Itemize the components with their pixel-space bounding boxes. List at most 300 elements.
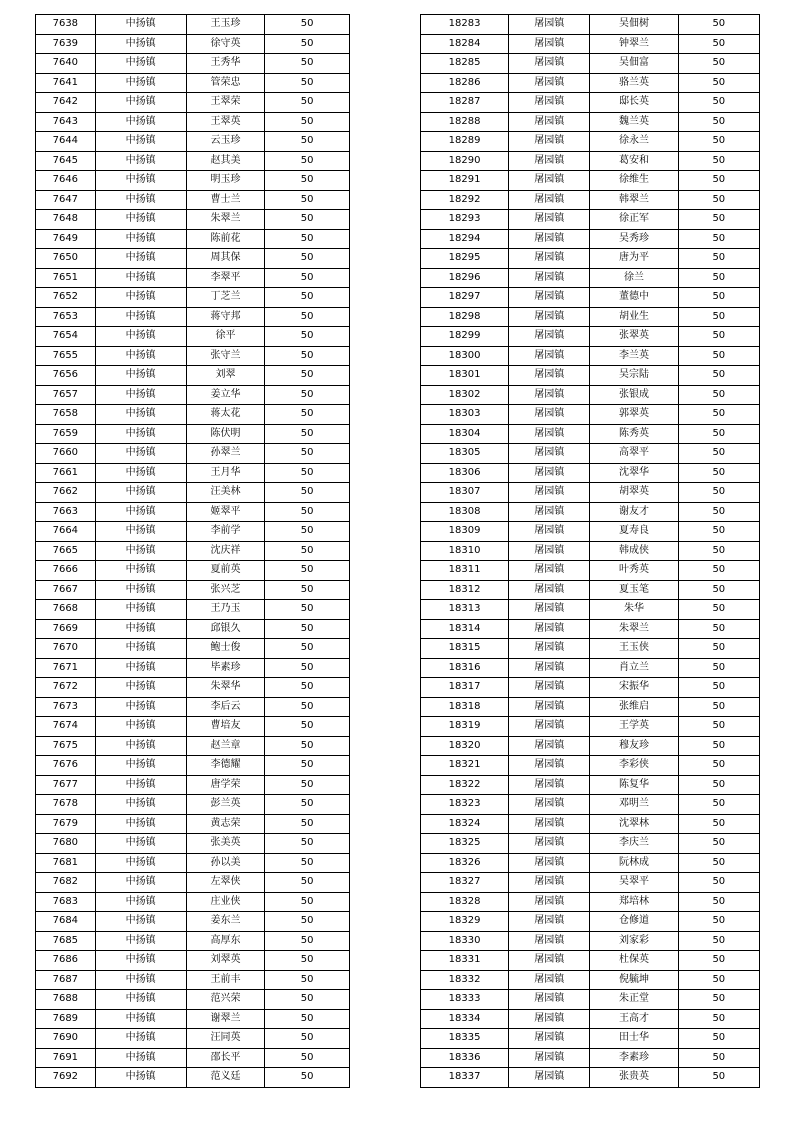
person-name-cell: 蒋太花: [186, 405, 265, 425]
amount-cell: 50: [265, 502, 350, 522]
record-number-cell: 7686: [36, 951, 96, 971]
amount-cell: 50: [265, 268, 350, 288]
town-cell: 中扬镇: [95, 463, 186, 483]
table-row: [36, 1048, 350, 1068]
table-row: [421, 541, 760, 561]
amount-cell: 50: [265, 1009, 350, 1029]
town-cell: 屠园镇: [509, 600, 590, 620]
record-number-cell: 7683: [36, 892, 96, 912]
person-name-cell: 吴宗陆: [590, 366, 678, 386]
table-row: [36, 15, 350, 35]
amount-cell: 50: [265, 600, 350, 620]
right-roster-body: [421, 15, 760, 1088]
person-name-cell: 范义廷: [186, 1068, 265, 1088]
table-row: [421, 424, 760, 444]
amount-cell: 50: [678, 756, 759, 776]
amount-cell: 50: [678, 678, 759, 698]
record-number-cell: 7690: [36, 1029, 96, 1049]
record-number-cell: 7655: [36, 346, 96, 366]
person-name-cell: 高翠平: [590, 444, 678, 464]
record-number-cell: 7670: [36, 639, 96, 659]
person-name-cell: 云玉珍: [186, 132, 265, 152]
town-cell: 屠园镇: [509, 951, 590, 971]
table-row: [36, 463, 350, 483]
table-row: [36, 619, 350, 639]
person-name-cell: 姜东兰: [186, 912, 265, 932]
amount-cell: 50: [678, 639, 759, 659]
record-number-cell: 18336: [421, 1048, 509, 1068]
table-row: [36, 931, 350, 951]
table-row: [36, 307, 350, 327]
record-number-cell: 18322: [421, 775, 509, 795]
person-name-cell: 徐正军: [590, 210, 678, 230]
person-name-cell: 张翠英: [590, 327, 678, 347]
record-number-cell: 7646: [36, 171, 96, 191]
person-name-cell: 葛安和: [590, 151, 678, 171]
amount-cell: 50: [265, 1068, 350, 1088]
amount-cell: 50: [265, 93, 350, 113]
table-row: [421, 814, 760, 834]
record-number-cell: 7657: [36, 385, 96, 405]
amount-cell: 50: [265, 444, 350, 464]
table-row: [421, 697, 760, 717]
record-number-cell: 18328: [421, 892, 509, 912]
person-name-cell: 仓修道: [590, 912, 678, 932]
person-name-cell: 高厚东: [186, 931, 265, 951]
record-number-cell: 7691: [36, 1048, 96, 1068]
person-name-cell: 邵长平: [186, 1048, 265, 1068]
record-number-cell: 18324: [421, 814, 509, 834]
town-cell: 中扬镇: [95, 892, 186, 912]
left-roster-body: [36, 15, 350, 1088]
amount-cell: 50: [265, 580, 350, 600]
table-row: [421, 171, 760, 191]
amount-cell: 50: [265, 775, 350, 795]
table-row: [421, 561, 760, 581]
amount-cell: 50: [265, 795, 350, 815]
record-number-cell: 7650: [36, 249, 96, 269]
record-number-cell: 7671: [36, 658, 96, 678]
table-row: [421, 678, 760, 698]
amount-cell: 50: [678, 541, 759, 561]
record-number-cell: 18325: [421, 834, 509, 854]
amount-cell: 50: [678, 171, 759, 191]
amount-cell: 50: [678, 580, 759, 600]
town-cell: 屠园镇: [509, 229, 590, 249]
table-row: [421, 639, 760, 659]
record-number-cell: 7673: [36, 697, 96, 717]
table-row: [36, 814, 350, 834]
amount-cell: 50: [678, 697, 759, 717]
town-cell: 中扬镇: [95, 54, 186, 74]
town-cell: 中扬镇: [95, 132, 186, 152]
record-number-cell: 18335: [421, 1029, 509, 1049]
town-cell: 中扬镇: [95, 502, 186, 522]
record-number-cell: 18316: [421, 658, 509, 678]
town-cell: 中扬镇: [95, 912, 186, 932]
person-name-cell: 朱翠兰: [590, 619, 678, 639]
person-name-cell: 周其保: [186, 249, 265, 269]
town-cell: 屠园镇: [509, 853, 590, 873]
person-name-cell: 夏寿良: [590, 522, 678, 542]
record-number-cell: 7638: [36, 15, 96, 35]
left-roster-table: [35, 14, 350, 1088]
table-row: [36, 912, 350, 932]
table-row: [36, 658, 350, 678]
town-cell: 中扬镇: [95, 814, 186, 834]
amount-cell: 50: [678, 853, 759, 873]
amount-cell: 50: [678, 93, 759, 113]
town-cell: 屠园镇: [509, 834, 590, 854]
table-row: [421, 619, 760, 639]
record-number-cell: 18297: [421, 288, 509, 308]
town-cell: 中扬镇: [95, 756, 186, 776]
amount-cell: 50: [678, 483, 759, 503]
person-name-cell: 夏玉笔: [590, 580, 678, 600]
person-name-cell: 刘翠: [186, 366, 265, 386]
town-cell: 屠园镇: [509, 424, 590, 444]
amount-cell: 50: [265, 1048, 350, 1068]
amount-cell: 50: [265, 717, 350, 737]
record-number-cell: 18310: [421, 541, 509, 561]
amount-cell: 50: [678, 990, 759, 1010]
town-cell: 中扬镇: [95, 522, 186, 542]
amount-cell: 50: [678, 307, 759, 327]
person-name-cell: 吴佃树: [590, 15, 678, 35]
amount-cell: 50: [678, 463, 759, 483]
amount-cell: 50: [678, 775, 759, 795]
town-cell: 中扬镇: [95, 834, 186, 854]
amount-cell: 50: [678, 814, 759, 834]
town-cell: 屠园镇: [509, 1009, 590, 1029]
amount-cell: 50: [678, 736, 759, 756]
table-row: [36, 424, 350, 444]
person-name-cell: 徐守英: [186, 34, 265, 54]
person-name-cell: 叶秀英: [590, 561, 678, 581]
town-cell: 屠园镇: [509, 190, 590, 210]
record-number-cell: 18333: [421, 990, 509, 1010]
record-number-cell: 18293: [421, 210, 509, 230]
table-row: [36, 444, 350, 464]
person-name-cell: 钟翠兰: [590, 34, 678, 54]
town-cell: 中扬镇: [95, 951, 186, 971]
person-name-cell: 赵其美: [186, 151, 265, 171]
person-name-cell: 彭兰英: [186, 795, 265, 815]
town-cell: 屠园镇: [509, 795, 590, 815]
town-cell: 屠园镇: [509, 678, 590, 698]
amount-cell: 50: [678, 385, 759, 405]
table-row: [36, 990, 350, 1010]
town-cell: 屠园镇: [509, 366, 590, 386]
table-row: [36, 580, 350, 600]
record-number-cell: 7640: [36, 54, 96, 74]
town-cell: 屠园镇: [509, 970, 590, 990]
table-row: [421, 483, 760, 503]
table-row: [421, 132, 760, 152]
amount-cell: 50: [678, 54, 759, 74]
person-name-cell: 刘家彩: [590, 931, 678, 951]
amount-cell: 50: [265, 853, 350, 873]
town-cell: 中扬镇: [95, 1068, 186, 1088]
amount-cell: 50: [678, 249, 759, 269]
town-cell: 中扬镇: [95, 775, 186, 795]
town-cell: 屠园镇: [509, 931, 590, 951]
town-cell: 屠园镇: [509, 346, 590, 366]
record-number-cell: 18309: [421, 522, 509, 542]
record-number-cell: 7658: [36, 405, 96, 425]
record-number-cell: 7653: [36, 307, 96, 327]
table-row: [36, 970, 350, 990]
record-number-cell: 7678: [36, 795, 96, 815]
amount-cell: 50: [678, 151, 759, 171]
town-cell: 中扬镇: [95, 171, 186, 191]
town-cell: 屠园镇: [509, 15, 590, 35]
town-cell: 中扬镇: [95, 736, 186, 756]
table-row: [421, 580, 760, 600]
amount-cell: 50: [265, 990, 350, 1010]
town-cell: 屠园镇: [509, 580, 590, 600]
town-cell: 中扬镇: [95, 424, 186, 444]
amount-cell: 50: [265, 931, 350, 951]
person-name-cell: 沈翠林: [590, 814, 678, 834]
person-name-cell: 朱翠兰: [186, 210, 265, 230]
table-row: [421, 268, 760, 288]
table-row: [36, 639, 350, 659]
town-cell: 屠园镇: [509, 327, 590, 347]
person-name-cell: 韩成侠: [590, 541, 678, 561]
person-name-cell: 李后云: [186, 697, 265, 717]
person-name-cell: 吴翠平: [590, 873, 678, 893]
town-cell: 中扬镇: [95, 151, 186, 171]
record-number-cell: 18287: [421, 93, 509, 113]
table-row: [421, 366, 760, 386]
record-number-cell: 18320: [421, 736, 509, 756]
record-number-cell: 18327: [421, 873, 509, 893]
town-cell: 屠园镇: [509, 34, 590, 54]
table-row: [421, 970, 760, 990]
amount-cell: 50: [265, 346, 350, 366]
table-row: [421, 951, 760, 971]
table-row: [36, 834, 350, 854]
table-row: [36, 541, 350, 561]
town-cell: 中扬镇: [95, 366, 186, 386]
town-cell: 中扬镇: [95, 697, 186, 717]
person-name-cell: 李德耀: [186, 756, 265, 776]
town-cell: 中扬镇: [95, 73, 186, 93]
amount-cell: 50: [678, 1009, 759, 1029]
table-row: [36, 346, 350, 366]
town-cell: 屠园镇: [509, 775, 590, 795]
table-row: [36, 678, 350, 698]
town-cell: 中扬镇: [95, 541, 186, 561]
record-number-cell: 18329: [421, 912, 509, 932]
record-number-cell: 7664: [36, 522, 96, 542]
amount-cell: 50: [265, 132, 350, 152]
table-row: [421, 931, 760, 951]
amount-cell: 50: [265, 561, 350, 581]
person-name-cell: 张贵英: [590, 1068, 678, 1088]
record-number-cell: 7681: [36, 853, 96, 873]
town-cell: 屠园镇: [509, 873, 590, 893]
town-cell: 屠园镇: [509, 717, 590, 737]
amount-cell: 50: [265, 327, 350, 347]
town-cell: 中扬镇: [95, 229, 186, 249]
amount-cell: 50: [678, 132, 759, 152]
town-cell: 中扬镇: [95, 678, 186, 698]
record-number-cell: 7666: [36, 561, 96, 581]
table-row: [36, 775, 350, 795]
person-name-cell: 李素珍: [590, 1048, 678, 1068]
person-name-cell: 李庆兰: [590, 834, 678, 854]
record-number-cell: 7675: [36, 736, 96, 756]
record-number-cell: 18319: [421, 717, 509, 737]
town-cell: 中扬镇: [95, 483, 186, 503]
record-number-cell: 7679: [36, 814, 96, 834]
person-name-cell: 倪毓坤: [590, 970, 678, 990]
table-row: [36, 736, 350, 756]
record-number-cell: 18326: [421, 853, 509, 873]
record-number-cell: 7659: [36, 424, 96, 444]
amount-cell: 50: [265, 639, 350, 659]
record-number-cell: 7645: [36, 151, 96, 171]
record-number-cell: 7676: [36, 756, 96, 776]
table-row: [421, 93, 760, 113]
amount-cell: 50: [678, 444, 759, 464]
town-cell: 中扬镇: [95, 619, 186, 639]
amount-cell: 50: [265, 366, 350, 386]
amount-cell: 50: [678, 561, 759, 581]
amount-cell: 50: [678, 502, 759, 522]
town-cell: 屠园镇: [509, 132, 590, 152]
table-row: [36, 268, 350, 288]
person-name-cell: 唐为平: [590, 249, 678, 269]
record-number-cell: 18308: [421, 502, 509, 522]
person-name-cell: 陈秀英: [590, 424, 678, 444]
person-name-cell: 王乃玉: [186, 600, 265, 620]
amount-cell: 50: [678, 405, 759, 425]
table-row: [421, 15, 760, 35]
table-row: [36, 1029, 350, 1049]
town-cell: 屠园镇: [509, 307, 590, 327]
table-row: [36, 873, 350, 893]
town-cell: 屠园镇: [509, 522, 590, 542]
person-name-cell: 张守兰: [186, 346, 265, 366]
town-cell: 中扬镇: [95, 288, 186, 308]
person-name-cell: 骆兰英: [590, 73, 678, 93]
record-number-cell: 18323: [421, 795, 509, 815]
amount-cell: 50: [265, 522, 350, 542]
amount-cell: 50: [265, 1029, 350, 1049]
person-name-cell: 徐兰: [590, 268, 678, 288]
amount-cell: 50: [265, 385, 350, 405]
person-name-cell: 田士华: [590, 1029, 678, 1049]
town-cell: 屠园镇: [509, 483, 590, 503]
amount-cell: 50: [265, 912, 350, 932]
amount-cell: 50: [265, 424, 350, 444]
town-cell: 屠园镇: [509, 444, 590, 464]
town-cell: 屠园镇: [509, 405, 590, 425]
person-name-cell: 鲍士俊: [186, 639, 265, 659]
amount-cell: 50: [265, 171, 350, 191]
table-row: [421, 756, 760, 776]
amount-cell: 50: [265, 736, 350, 756]
table-row: [36, 483, 350, 503]
town-cell: 屠园镇: [509, 814, 590, 834]
person-name-cell: 王高才: [590, 1009, 678, 1029]
person-name-cell: 李翠平: [186, 268, 265, 288]
person-name-cell: 曹士兰: [186, 190, 265, 210]
person-name-cell: 陈前花: [186, 229, 265, 249]
amount-cell: 50: [678, 1068, 759, 1088]
table-row: [36, 795, 350, 815]
amount-cell: 50: [678, 424, 759, 444]
table-row: [421, 54, 760, 74]
person-name-cell: 胡业生: [590, 307, 678, 327]
amount-cell: 50: [678, 229, 759, 249]
table-row: [36, 190, 350, 210]
person-name-cell: 邱银久: [186, 619, 265, 639]
amount-cell: 50: [265, 73, 350, 93]
table-row: [421, 1009, 760, 1029]
person-name-cell: 唐学荣: [186, 775, 265, 795]
amount-cell: 50: [265, 307, 350, 327]
town-cell: 屠园镇: [509, 736, 590, 756]
person-name-cell: 李彩侠: [590, 756, 678, 776]
person-name-cell: 王玉珍: [186, 15, 265, 35]
amount-cell: 50: [265, 210, 350, 230]
town-cell: 屠园镇: [509, 658, 590, 678]
town-cell: 屠园镇: [509, 112, 590, 132]
table-row: [421, 73, 760, 93]
record-number-cell: 18337: [421, 1068, 509, 1088]
record-number-cell: 18301: [421, 366, 509, 386]
record-number-cell: 18292: [421, 190, 509, 210]
amount-cell: 50: [678, 951, 759, 971]
table-row: [36, 600, 350, 620]
person-name-cell: 王玉侠: [590, 639, 678, 659]
record-number-cell: 7652: [36, 288, 96, 308]
record-number-cell: 7647: [36, 190, 96, 210]
record-number-cell: 7685: [36, 931, 96, 951]
table-row: [36, 697, 350, 717]
town-cell: 屠园镇: [509, 1029, 590, 1049]
person-name-cell: 董德中: [590, 288, 678, 308]
town-cell: 中扬镇: [95, 873, 186, 893]
town-cell: 屠园镇: [509, 249, 590, 269]
table-row: [421, 112, 760, 132]
record-number-cell: 7663: [36, 502, 96, 522]
table-row: [36, 366, 350, 386]
table-row: [36, 853, 350, 873]
record-number-cell: 18334: [421, 1009, 509, 1029]
amount-cell: 50: [265, 34, 350, 54]
table-row: [36, 1068, 350, 1088]
amount-cell: 50: [678, 795, 759, 815]
amount-cell: 50: [678, 522, 759, 542]
town-cell: 中扬镇: [95, 561, 186, 581]
amount-cell: 50: [265, 678, 350, 698]
town-cell: 屠园镇: [509, 892, 590, 912]
record-number-cell: 18307: [421, 483, 509, 503]
record-number-cell: 18318: [421, 697, 509, 717]
town-cell: 中扬镇: [95, 853, 186, 873]
amount-cell: 50: [265, 814, 350, 834]
record-number-cell: 18291: [421, 171, 509, 191]
record-number-cell: 18296: [421, 268, 509, 288]
town-cell: 中扬镇: [95, 970, 186, 990]
person-name-cell: 沈庆祥: [186, 541, 265, 561]
person-name-cell: 郭翠英: [590, 405, 678, 425]
